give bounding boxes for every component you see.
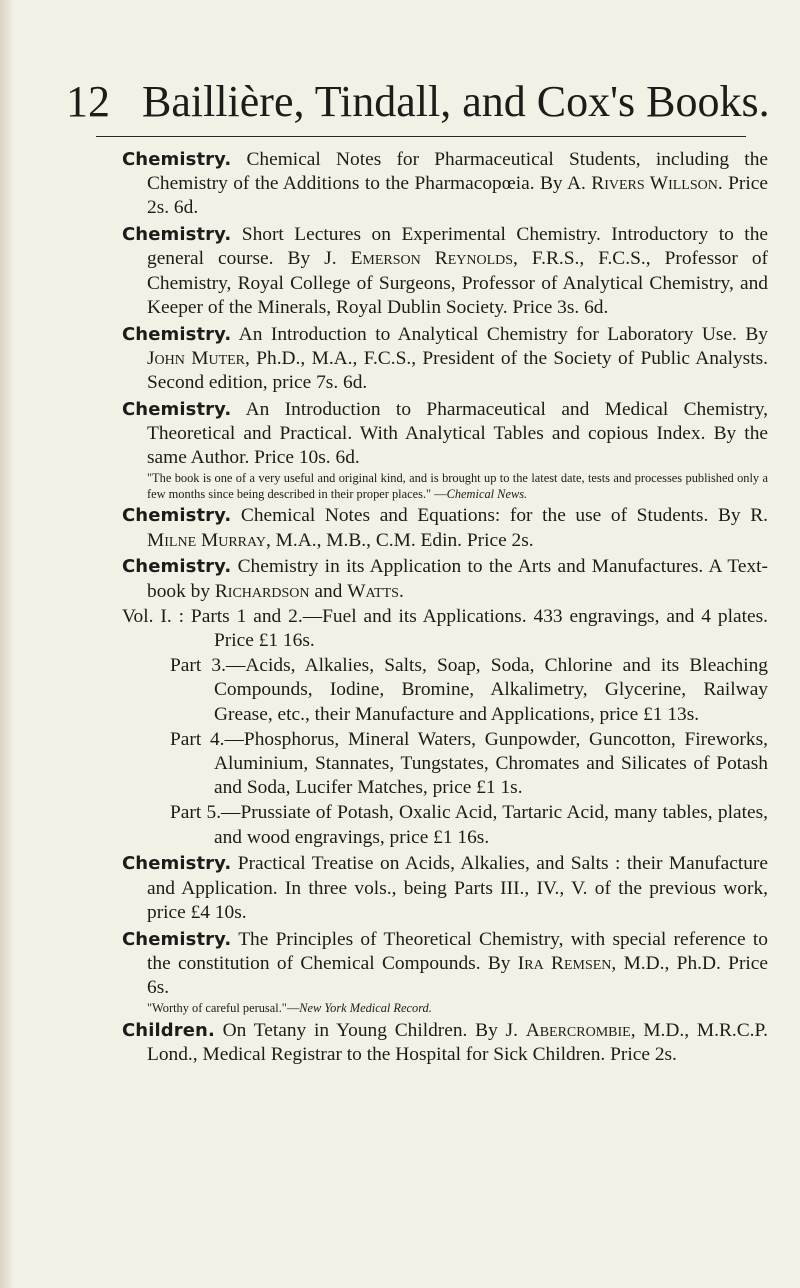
volume-part	[122, 801, 768, 849]
entry-heading: Chemistry.	[122, 398, 232, 420]
catalogue-entry	[122, 223, 768, 320]
catalogue-listing	[122, 148, 768, 1070]
entry-details: . Price 2s. 6d.	[147, 173, 768, 219]
part-label: Part 3.	[170, 655, 226, 677]
entry-author: Watts	[347, 580, 399, 602]
entry-details: , F.R.S., F.C.S., Professor of Chemistry, Royal College of Surgeons, Professor of Analytical Chemistry, and Keeper of the Minerals, Royal Dublin Society. Price 3s. 6d.	[147, 248, 768, 318]
review-quote-text: "The book is one of a very useful and original kind, and is brought up to the latest date, tests and processes published only a few months since being described in their proper places." —	[147, 471, 768, 501]
entry-description: The Principles of Theoretical Chemistry, with special reference to the constitution of Chemical Compounds. By	[147, 928, 768, 974]
entry-details: , M.D., M.R.C.P. Lond., Medical Registrar to the Hospital for Sick Children. Price 2s.	[147, 1020, 768, 1066]
review-quote	[147, 1001, 768, 1016]
entry-author: Milne Murray	[147, 529, 266, 551]
entry-description: An Introduction to Pharmaceutical and Medical Chemistry, Theoretical and Practical. With Analytical Tables and copious Index. By the same Author. Price 10s. 6d.	[147, 398, 768, 469]
entry-heading: Chemistry.	[122, 556, 232, 578]
entry-description: Chemical Notes and Equations: for the use of Students. By R.	[231, 505, 768, 527]
entry-details: , Ph.D., M.A., F.C.S., President of the Society of Public Analysts. Second edition, price 7s. 6d.	[147, 347, 768, 394]
entry-description: Chemistry in its Application to the Arts and Manufactures. A Text-book by	[147, 556, 768, 602]
entry-description: Chemical Notes for Pharmaceutical Students, including the Chemistry of the Additions to the Pharmacopœia. By A.	[147, 149, 768, 195]
entry-description: On Tetany in Young Children. By J.	[214, 1020, 526, 1042]
entry-heading: Chemistry.	[122, 323, 232, 345]
catalogue-entry	[122, 398, 768, 502]
volume-part	[122, 654, 768, 727]
catalogue-entry	[122, 852, 768, 925]
entry-author: Emerson Reynolds	[350, 248, 514, 270]
review-quote-text: "Worthy of careful perusal."—	[147, 1001, 300, 1016]
part-label: Vol. I. :	[122, 605, 191, 627]
entry-heading: Chemistry.	[122, 853, 232, 875]
entry-heading: Chemistry.	[122, 928, 232, 950]
page-header	[66, 72, 770, 132]
entry-heading: Children.	[122, 1020, 215, 1042]
catalogue-entry	[122, 148, 768, 221]
running-title: Baillière, Tindall, and Cox's Books.	[142, 77, 770, 126]
review-quote	[147, 471, 768, 501]
catalogue-entry	[122, 1019, 768, 1067]
catalogue-entry	[122, 928, 768, 1017]
entry-author: John Muter	[147, 347, 246, 369]
part-text: —Prussiate of Potash, Oxalic Acid, Tartaric Acid, many tables, plates, and wood engravings, price £1 16s.	[214, 802, 768, 848]
entry-heading: Chemistry.	[122, 505, 232, 527]
entry-author: Rivers Willson	[591, 173, 718, 195]
page-number: 12	[66, 77, 110, 126]
part-text: —Phosphorus, Mineral Waters, Gunpowder, Guncotton, Fireworks, Aluminium, Stannates, Tungstates, Chromates and Silicates of Potash and Soda, Lucifer Matches, price £1 1s.	[214, 728, 768, 799]
catalogue-entry	[122, 504, 768, 552]
catalogue-entry	[122, 555, 768, 603]
entry-author: Abercrombie	[525, 1020, 631, 1042]
header-rule	[96, 136, 746, 137]
review-quote-source: New York Medical Record.	[299, 1001, 432, 1016]
part-text: —Acids, Alkalies, Salts, Soap, Soda, Chlorine and its Bleaching Compounds, Iodine, Bromine, Alkalimetry, Glycerine, Railway Grease, etc., their Manufacture and Applications, price £1 13s.	[214, 655, 768, 725]
part-label: Part 5.	[170, 802, 222, 824]
part-text: Parts 1 and 2.—Fuel and its Applications. 433 engravings, and 4 plates. Price £1 16s.	[190, 605, 768, 652]
entry-description: Short Lectures on Experimental Chemistry. Introductory to the general course. By J.	[147, 224, 768, 270]
review-quote-source: Chemical News.	[446, 486, 528, 501]
entry-description: An Introduction to Analytical Chemistry for Laboratory Use. By	[231, 323, 768, 345]
entry-description: Practical Treatise on Acids, Alkalies, and Salts : their Manufacture and Application. In three vols., being Parts III., IV., V. of the previous work, price £4 10s.	[147, 853, 768, 923]
volume-part	[122, 728, 768, 801]
entry-author: Richardson	[214, 580, 310, 602]
volume-part	[122, 605, 768, 653]
entry-conjunction: and	[309, 580, 348, 602]
part-label: Part 4.	[170, 728, 225, 750]
entry-heading: Chemistry.	[122, 149, 232, 170]
entry-heading: Chemistry.	[122, 224, 232, 246]
entry-details: .	[398, 580, 404, 602]
catalogue-entry	[122, 323, 768, 396]
entry-details: , M.D., Ph.D. Price 6s.	[147, 952, 768, 999]
entry-details: , M.A., M.B., C.M. Edin. Price 2s.	[265, 529, 534, 551]
entry-author: Ira Remsen	[517, 952, 612, 974]
